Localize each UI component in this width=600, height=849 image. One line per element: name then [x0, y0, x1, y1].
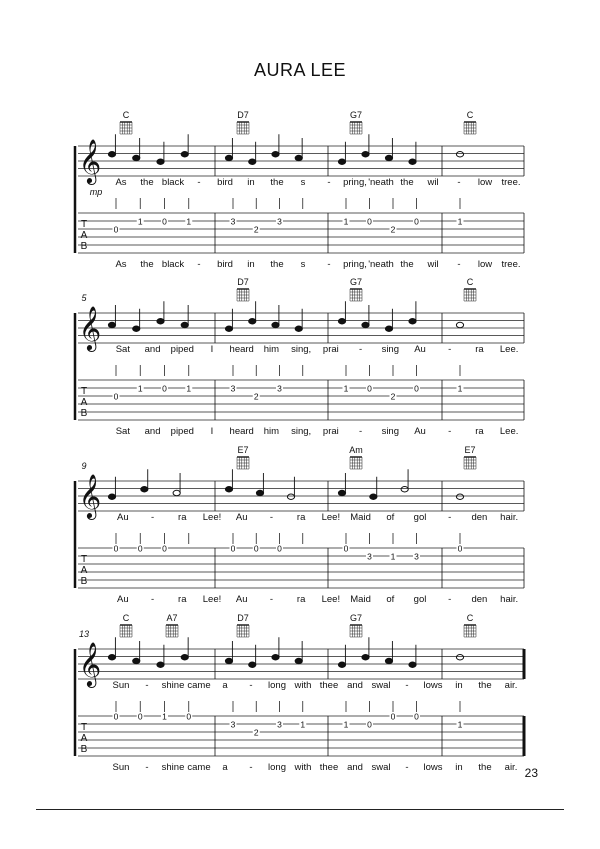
lyric: - [249, 680, 253, 691]
fret-number: 1 [457, 719, 463, 730]
tab-letter: A [80, 230, 88, 241]
fret-number: 0 [137, 543, 143, 554]
lyric: ra [178, 512, 187, 523]
lyric: heard [229, 344, 254, 355]
tab-letter: T [80, 219, 88, 230]
note-head [409, 662, 416, 667]
chord-diagram [350, 289, 362, 301]
fret-number: 0 [457, 543, 463, 554]
chord-name: G7 [349, 110, 363, 120]
system-3 [75, 469, 524, 588]
measure-number: 9 [81, 461, 87, 471]
note-head [225, 326, 232, 331]
fret-number: 1 [186, 383, 192, 394]
note-head [181, 152, 188, 157]
lyric: Lee! [202, 594, 222, 605]
note-head [456, 322, 463, 327]
lyric: pring, [343, 177, 367, 188]
treble-clef-icon: 𝄞 [78, 308, 102, 350]
lyric: Au [117, 512, 129, 523]
lyric: - [249, 762, 253, 773]
tab-letter: B [80, 576, 88, 587]
lyric: shine [161, 680, 185, 691]
chord-name: Am [349, 445, 363, 455]
fret-number: 3 [230, 719, 236, 730]
fret-number: 1 [162, 711, 167, 722]
chord-diagram [350, 122, 362, 134]
lyric: ra [296, 512, 306, 523]
lyric: - [448, 426, 452, 437]
lyric: Lee. [499, 344, 519, 355]
lyric: black [161, 177, 185, 188]
note-head [181, 322, 188, 327]
fret-number: 0 [414, 216, 419, 227]
chord-diagram [120, 625, 132, 637]
lyric: the [400, 259, 414, 270]
lyric: lows [423, 680, 443, 691]
lyric: Au [414, 344, 426, 355]
chord-diagram [237, 122, 249, 134]
note-head [456, 494, 463, 499]
lyric: swal [371, 680, 391, 691]
chord-name: D7 [237, 277, 249, 287]
fret-number: 0 [113, 391, 119, 402]
treble-clef-icon: 𝄞 [78, 141, 102, 183]
lyric: Sun [112, 762, 130, 773]
lyric: Au [235, 594, 248, 605]
lyric: - [405, 680, 409, 691]
note-head [272, 655, 279, 660]
lyric: - [405, 762, 409, 773]
note-head [338, 662, 345, 667]
note-head [401, 487, 408, 492]
note-head [108, 152, 115, 157]
note-head [409, 319, 416, 324]
chord-diagram [120, 122, 132, 134]
lyric: Lee! [321, 512, 341, 523]
lyric: 'neath [368, 177, 394, 188]
chord-diagram [464, 289, 476, 301]
chord-name: C [466, 613, 474, 623]
lyric: Sun [112, 680, 130, 691]
lyric: - [145, 762, 149, 773]
chord-name: E7 [237, 445, 249, 455]
fret-number: 2 [253, 391, 259, 402]
lyric: Maid [350, 512, 371, 523]
note-head [409, 159, 416, 164]
fret-number: 1 [300, 719, 306, 730]
lyric: and [347, 680, 363, 691]
note-head [108, 494, 115, 499]
lyric: with [294, 680, 312, 691]
chord-name: D7 [237, 613, 249, 623]
lyric: prai [322, 426, 339, 437]
fret-number: 0 [230, 543, 236, 554]
lyric: and [347, 762, 363, 773]
footer-rule [36, 809, 564, 810]
lyric: bird [217, 177, 233, 188]
fret-number: 3 [230, 216, 236, 227]
system-4 [75, 637, 524, 756]
lyric: thee [319, 762, 339, 773]
treble-clef-icon: 𝄞 [78, 476, 102, 518]
note-head [456, 152, 463, 157]
lyric: him [263, 426, 280, 437]
lyric: Lee! [202, 512, 222, 523]
fret-number: 0 [162, 383, 167, 394]
lyric: sing, [291, 426, 312, 437]
chord-name: A7 [166, 613, 178, 623]
lyric: - [197, 259, 201, 270]
lyric: Au [414, 426, 426, 437]
fret-number: 1 [137, 383, 143, 394]
lyric: den [471, 594, 488, 605]
fret-number: 0 [414, 383, 419, 394]
fret-number: 2 [390, 391, 396, 402]
chord-name: E7 [464, 445, 476, 455]
lyric: of [386, 512, 395, 523]
lyric: bird [217, 259, 233, 270]
treble-clef-icon: 𝄞 [78, 644, 102, 686]
chord-name: D7 [237, 110, 249, 120]
note-head [249, 159, 256, 164]
lyric: 'neath [368, 259, 394, 270]
fret-number: 3 [277, 216, 282, 227]
note-head [272, 322, 279, 327]
fret-number: 2 [253, 727, 259, 738]
tab-letter: T [80, 722, 88, 733]
lyric: in [455, 680, 463, 691]
chord-diagram [464, 122, 476, 134]
fret-number: 0 [367, 719, 372, 730]
note-head [385, 155, 392, 160]
lyric: sing [381, 344, 400, 355]
lyric: s [300, 177, 306, 188]
lyric: and [144, 344, 161, 355]
measure-number: 13 [78, 629, 90, 639]
chord-diagram [237, 289, 249, 301]
fret-number: 2 [390, 224, 396, 235]
system-1 [75, 134, 524, 253]
lyric: - [448, 344, 452, 355]
lyric: piped [170, 344, 194, 355]
lyric: gol [413, 594, 427, 605]
tab-letter: A [80, 733, 88, 744]
lyric: - [457, 177, 461, 188]
lyric: - [327, 177, 331, 188]
lyric: low [477, 177, 493, 188]
lyric: the [270, 259, 284, 270]
lyric: heard [229, 426, 254, 437]
note-head [133, 326, 140, 331]
note-head [385, 658, 392, 663]
fret-number: 0 [414, 711, 419, 722]
lyric: Maid [350, 594, 371, 605]
note-head [181, 655, 188, 660]
lyric: prai [322, 344, 339, 355]
fret-number: 3 [367, 551, 372, 562]
fret-number: 1 [137, 216, 143, 227]
lyric: low [477, 259, 493, 270]
note-head [256, 490, 263, 495]
chord-name: G7 [349, 277, 363, 287]
lyric: hair. [500, 594, 519, 605]
tab-letter: T [80, 554, 88, 565]
fret-number: 1 [390, 551, 396, 562]
note-head [141, 487, 148, 492]
fret-number: 0 [137, 711, 143, 722]
chord-diagram [464, 457, 476, 469]
lyric: and [144, 426, 161, 437]
lyric: in [247, 259, 255, 270]
lyric: - [448, 594, 452, 605]
chord-name: C [466, 110, 474, 120]
fret-number: 1 [343, 719, 349, 730]
lyric: Lee! [321, 594, 341, 605]
lyric: ra [296, 594, 306, 605]
note-head [362, 152, 369, 157]
lyric: the [400, 177, 414, 188]
lyric: s [300, 259, 306, 270]
tab-letter: T [80, 386, 88, 397]
lyric: I [210, 344, 214, 355]
lyric: - [269, 512, 274, 523]
page-number: 23 [524, 766, 538, 780]
chord-name: C [122, 613, 130, 623]
lyric: Sat [115, 344, 130, 355]
lyric: the [140, 259, 154, 270]
lyric: - [358, 426, 363, 437]
fret-number: 0 [113, 711, 119, 722]
lyric: Lee. [499, 426, 519, 437]
note-head [385, 326, 392, 331]
fret-number: 0 [343, 543, 349, 554]
lyric: sing, [291, 344, 312, 355]
lyric: tree. [501, 177, 521, 188]
note-head [287, 494, 294, 499]
fret-number: 0 [162, 216, 167, 227]
lyric: gol [413, 512, 427, 523]
lyric: - [150, 512, 155, 523]
song-title: AURA LEE [253, 60, 347, 80]
lyric: Sat [115, 426, 130, 437]
fret-number: 3 [277, 383, 282, 394]
lyric: air. [504, 680, 518, 691]
lyric: black [161, 259, 185, 270]
fret-number: 0 [113, 224, 119, 235]
lyric: piped [170, 426, 194, 437]
tab-letter: B [80, 241, 88, 252]
lyric: As [115, 259, 127, 270]
lyric: - [327, 259, 331, 270]
tab-letter: B [80, 408, 88, 419]
lyric: - [457, 259, 461, 270]
fret-number: 0 [367, 216, 372, 227]
note-head [108, 322, 115, 327]
note-head [338, 319, 345, 324]
chord-diagram [464, 625, 476, 637]
note-head [157, 159, 164, 164]
fret-number: 1 [343, 383, 349, 394]
note-head [108, 655, 115, 660]
fret-number: 0 [253, 543, 259, 554]
note-head [295, 155, 302, 160]
lyric: sing [381, 426, 400, 437]
lyric: ra [475, 426, 484, 437]
lyric: - [448, 512, 452, 523]
fret-number: 0 [277, 543, 282, 554]
dynamic-mark: mp [89, 187, 103, 197]
note-head [133, 658, 140, 663]
lyric: came [187, 680, 211, 691]
note-head [133, 155, 140, 160]
lyric: a [222, 762, 228, 773]
measure-number: 5 [81, 293, 87, 303]
lyric: tree. [501, 259, 521, 270]
lyric: - [269, 594, 274, 605]
lyric: the [140, 177, 154, 188]
fret-number: 1 [186, 216, 192, 227]
lyric: den [471, 512, 488, 523]
lyric: - [150, 594, 155, 605]
lyric: swal [371, 762, 391, 773]
chord-name: C [122, 110, 130, 120]
lyric: the [270, 177, 284, 188]
system-2 [75, 301, 524, 420]
note-head [295, 658, 302, 663]
lyric: the [478, 762, 492, 773]
fret-number: 1 [457, 383, 463, 394]
note-head [225, 658, 232, 663]
lyric: long [268, 680, 286, 691]
lyric: - [358, 344, 363, 355]
lyric: of [386, 594, 395, 605]
lyric: him [263, 344, 280, 355]
lyric: hair. [500, 512, 519, 523]
note-head [225, 487, 232, 492]
note-head [157, 319, 164, 324]
fret-number: 0 [390, 711, 396, 722]
lyric: wil [427, 177, 439, 188]
lyric: Au [235, 512, 248, 523]
lyric: I [210, 426, 214, 437]
note-head [338, 159, 345, 164]
chord-diagram [350, 625, 362, 637]
lyric: thee [319, 680, 339, 691]
note-head [456, 655, 463, 660]
note-head [370, 494, 377, 499]
lyric: air. [504, 762, 518, 773]
fret-number: 0 [367, 383, 372, 394]
fret-number: 3 [230, 383, 236, 394]
note-head [362, 655, 369, 660]
note-head [173, 490, 180, 495]
chord-diagram [237, 625, 249, 637]
lyric: a [222, 680, 228, 691]
fret-number: 2 [253, 224, 259, 235]
chord-name: G7 [349, 613, 363, 623]
tab-letter: B [80, 744, 88, 755]
note-head [225, 155, 232, 160]
tab-letter: A [80, 397, 88, 408]
fret-number: 3 [414, 551, 419, 562]
lyric: ra [475, 344, 484, 355]
lyric: As [115, 177, 127, 188]
chord-diagram [166, 625, 178, 637]
note-head [338, 490, 345, 495]
lyric: - [145, 680, 149, 691]
chord-name: C [466, 277, 474, 287]
chord-diagram [237, 457, 249, 469]
fret-number: 0 [162, 543, 167, 554]
fret-number: 1 [343, 216, 349, 227]
note-head [272, 152, 279, 157]
note-head [362, 322, 369, 327]
lyric: - [197, 177, 201, 188]
fret-number: 0 [186, 711, 192, 722]
lyric: the [478, 680, 492, 691]
note-head [249, 662, 256, 667]
fret-number: 0 [113, 543, 119, 554]
lyric: in [455, 762, 463, 773]
lyric: Au [117, 594, 129, 605]
fret-number: 1 [457, 216, 463, 227]
lyric: wil [427, 259, 439, 270]
note-head [249, 319, 256, 324]
lyric: pring, [343, 259, 367, 270]
lyric: came [187, 762, 211, 773]
lyric: with [294, 762, 312, 773]
fret-number: 3 [277, 719, 282, 730]
lyric: ra [178, 594, 187, 605]
note-head [295, 326, 302, 331]
lyric: shine [161, 762, 185, 773]
lyric: lows [423, 762, 443, 773]
lyric: long [268, 762, 286, 773]
lyric: in [247, 177, 255, 188]
chord-diagram [350, 457, 362, 469]
note-head [157, 662, 164, 667]
tab-letter: A [80, 565, 88, 576]
